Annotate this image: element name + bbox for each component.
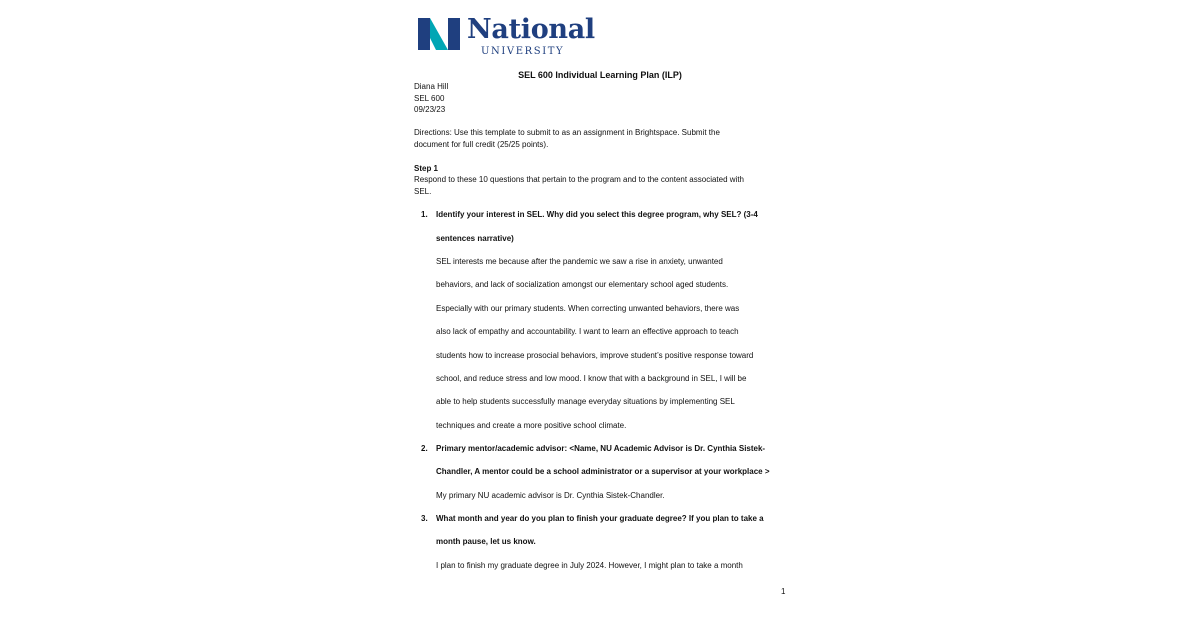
question-2-line-2: Chandler, A mentor could be a school administrator or a supervisor at your workplace >: [436, 467, 770, 476]
answer-1-line: Especially with our primary students. When correcting unwanted behaviors, there was: [436, 304, 740, 313]
nu-logo-icon: [418, 16, 462, 52]
question-1-line-1: Identify your interest in SEL. Why did you select this degree program, why SEL? (3-4: [436, 210, 758, 219]
answer-1-line: SEL interests me because after the pandemic we saw a rise in anxiety, unwanted: [436, 257, 723, 266]
question-number: 1.: [421, 210, 428, 219]
directions-line-2: document for full credit (25/25 points).: [414, 140, 549, 149]
answer-1-line: school, and reduce stress and low mood. I know that with a background in SEL, I will be: [436, 374, 747, 383]
step-label: Step 1: [414, 164, 439, 173]
question-1-line-2: sentences narrative): [436, 234, 514, 243]
answer-2-line: My primary NU academic advisor is Dr. Cynthia Sistek-Chandler.: [436, 491, 665, 500]
author-name: Diana Hill: [414, 82, 449, 91]
question-number: 2.: [421, 444, 428, 453]
logo-subtitle: UNIVERSITY: [481, 46, 565, 57]
step-text-2: SEL.: [414, 187, 432, 196]
document-date: 09/23/23: [414, 105, 446, 114]
question-3-line-1: What month and year do you plan to finish your graduate degree? If you plan to take a: [436, 514, 764, 523]
course-code: SEL 600: [414, 94, 445, 103]
answer-1-line: able to help students successfully manage everyday situations by implementing SEL: [436, 397, 735, 406]
answer-1-line: students how to increase prosocial behaviors, improve student’s positive response toward: [436, 351, 754, 360]
question-number: 3.: [421, 514, 428, 523]
step-text-1: Respond to these 10 questions that pertain to the program and to the content associated with: [414, 175, 744, 184]
answer-3-line: I plan to finish my graduate degree in July 2024. However, I might plan to take a month: [436, 561, 743, 570]
logo-wordmark: National: [467, 14, 595, 45]
page-number: 1: [781, 587, 786, 596]
answer-1-line: behaviors, and lack of socialization amongst our elementary school aged students.: [436, 280, 729, 289]
directions-line-1: Directions: Use this template to submit to as an assignment in Brightspace. Submit the: [414, 128, 720, 137]
document-title: SEL 600 Individual Learning Plan (ILP): [518, 70, 682, 80]
answer-1-line: techniques and create a more positive school climate.: [436, 421, 627, 430]
answer-1-line: also lack of empathy and accountability. I want to learn an effective approach to teach: [436, 327, 739, 336]
question-2-line-1: Primary mentor/academic advisor: <Name, NU Academic Advisor is Dr. Cynthia Sistek-: [436, 444, 766, 453]
question-3-line-2: month pause, let us know.: [436, 537, 536, 546]
